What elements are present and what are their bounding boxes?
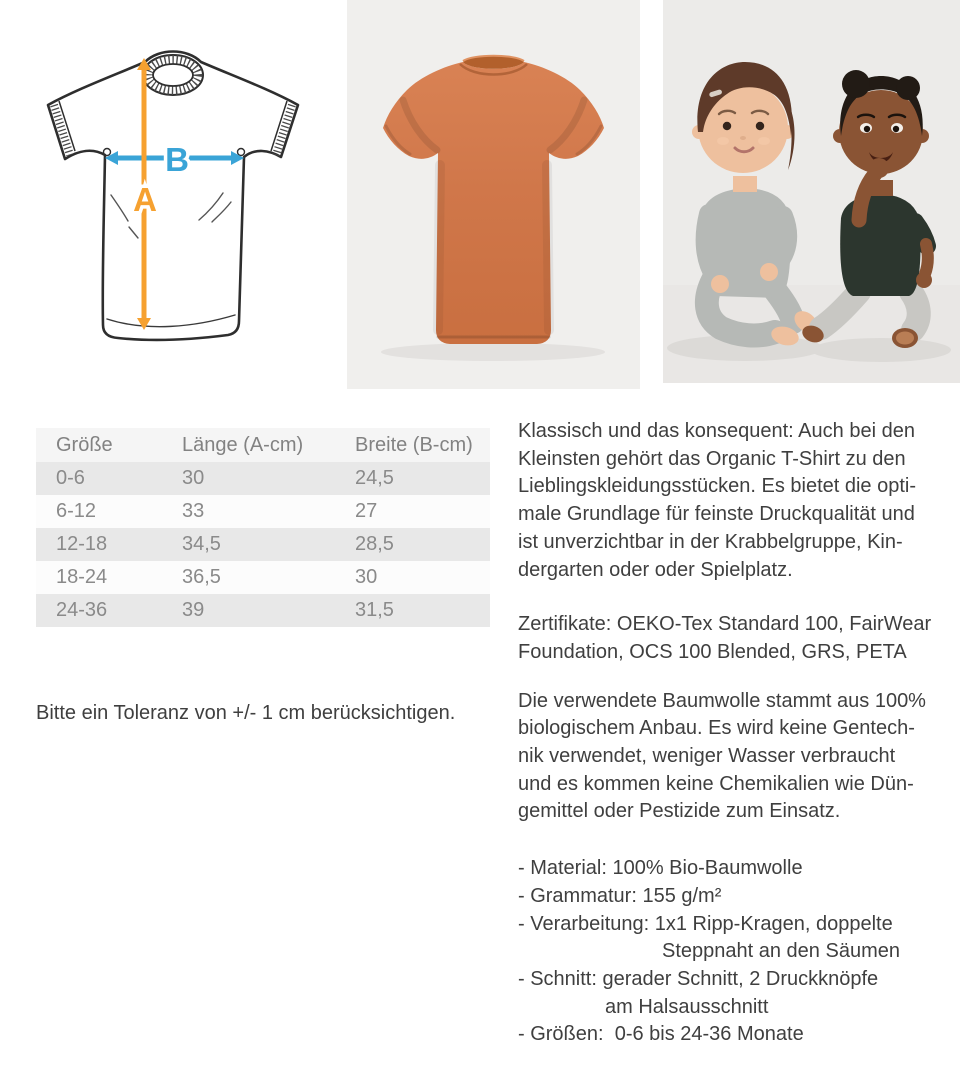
spec-item-schnitt: - Schnitt: gerader Schnitt, 2 Druckknöpfe am Halsausschnitt	[518, 967, 879, 1018]
spec-item-material: - Material: 100% Bio-Baumwolle	[518, 857, 803, 880]
column-header-length: Länge (A-cm)	[182, 433, 304, 456]
column-header-size: Größe	[56, 433, 113, 456]
label-b: B	[165, 141, 189, 178]
tolerance-note: Bitte ein Toleranz von +/- 1 cm berücksichtigen.	[36, 702, 456, 724]
table-row: 6-12 33 27	[36, 495, 490, 528]
certificates-paragraph: Zertifikate: OEKO-Tex Standard 100, FairWear Foundation, OCS 100 Blended, GRS, PETA	[518, 613, 932, 663]
lifestyle-photo-babies[interactable]	[663, 0, 960, 383]
cotton-paragraph: Die verwendete Baumwolle stammt aus 100% biologischem Anbau. Es wird keine Gentech- nik verwendet, weniger Wasser verbraucht und es kommen keine Chemikalien wie Dün- gemittel oder Pestizide zum Einsatz.	[518, 689, 926, 823]
table-row: 12-18 34,5 28,5	[36, 528, 490, 561]
spec-item-grammatur: - Grammatur: 155 g/m²	[518, 884, 722, 907]
size-table-header	[36, 428, 490, 462]
column-header-width: Breite (B-cm)	[355, 433, 473, 456]
label-a: A	[133, 181, 157, 218]
product-photo-orange-tshirt[interactable]	[347, 0, 640, 389]
size-table	[36, 428, 490, 627]
table-row: 18-24 36,5 30	[36, 561, 490, 594]
two-babies-image	[663, 0, 960, 383]
orange-tshirt-image	[347, 0, 640, 389]
spec-list	[518, 855, 960, 1049]
description-paragraph-1: Klassisch und das konsequent: Auch bei den Kleinsten gehört das Organic T-Shirt zu den Lieblingskleidungsstücken. Es bietet die opti- male Grundlage für feinste Druckqualität und ist unverzichtbar in der Krabbelgruppe, Kin- dergarten oder oder Spielplatz.	[518, 420, 917, 581]
spec-item-groessen: - Größen: 0-6 bis 24-36 Monate	[518, 1023, 804, 1046]
product-description	[518, 418, 960, 1049]
table-row: 24-36 39 31,5	[36, 594, 490, 627]
tshirt-measure-illustration	[25, 45, 315, 355]
spec-item-verarbeitung: - Verarbeitung: 1x1 Ripp-Kragen, doppelte Steppnaht an den Säumen	[518, 912, 900, 963]
collar-ribbing	[143, 55, 203, 95]
table-row: 0-6 30 24,5	[36, 462, 490, 495]
size-diagram-image	[25, 45, 315, 355]
